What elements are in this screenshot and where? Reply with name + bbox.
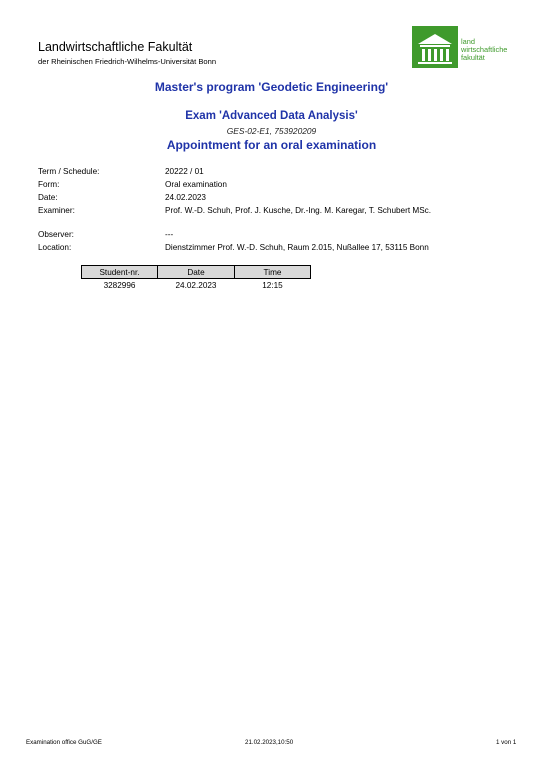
faculty-name: Landwirtschaftliche Fakultät [38, 40, 193, 54]
appointment-title: Appointment for an oral examination [166, 138, 377, 152]
schedule-table [81, 265, 311, 292]
column-header-student-nr: Student-nr. [82, 266, 158, 279]
detail-label: Term / Schedule: [38, 167, 100, 176]
detail-value: Dienstzimmer Prof. W.-D. Schuh, Raum 2.015, Nußallee 17, 53115 Bonn [165, 243, 429, 252]
detail-value: Oral examination [165, 180, 227, 189]
faculty-logo [412, 26, 522, 68]
table-header-row [82, 266, 311, 279]
logo-wordmark [461, 38, 507, 62]
footer-page-number: 1 von 1 [496, 739, 517, 746]
footer-timestamp: 21.02.2023,10:50 [245, 739, 294, 746]
detail-value: --- [165, 230, 174, 239]
column-header-time: Time [235, 266, 311, 279]
detail-value: 20222 / 01 [165, 167, 204, 176]
time-cell: 12:15 [262, 281, 283, 290]
exam-title: Exam 'Advanced Data Analysis' [185, 110, 358, 122]
detail-label: Date: [38, 193, 58, 202]
logo-line-2: wirtschaftliche [461, 45, 508, 54]
footer-office: Examination office GuG/GE [26, 739, 102, 746]
building-logo-icon [412, 26, 458, 68]
program-title: Master's program 'Geodetic Engineering' [154, 80, 389, 94]
logo-line-1: land [461, 37, 475, 46]
date-cell: 24.02.2023 [175, 281, 217, 290]
detail-label: Location: [38, 243, 72, 252]
detail-label: Form: [38, 180, 60, 189]
column-header-date: Date [158, 266, 235, 279]
detail-label: Examiner: [38, 206, 75, 215]
exam-code: GES-02-E1, 753920209 [226, 126, 317, 136]
table-row [82, 279, 311, 293]
logo-line-3: fakultät [461, 53, 485, 62]
detail-value: Prof. W.-D. Schuh, Prof. J. Kusche, Dr.-Ing. M. Karegar, T. Schubert MSc. [165, 206, 432, 215]
student-nr-cell: 3282996 [103, 281, 136, 290]
detail-value: 24.02.2023 [165, 193, 206, 202]
detail-label: Observer: [38, 230, 74, 239]
university-name: der Rheinischen Friedrich-Wilhelms-Universität Bonn [38, 57, 217, 66]
